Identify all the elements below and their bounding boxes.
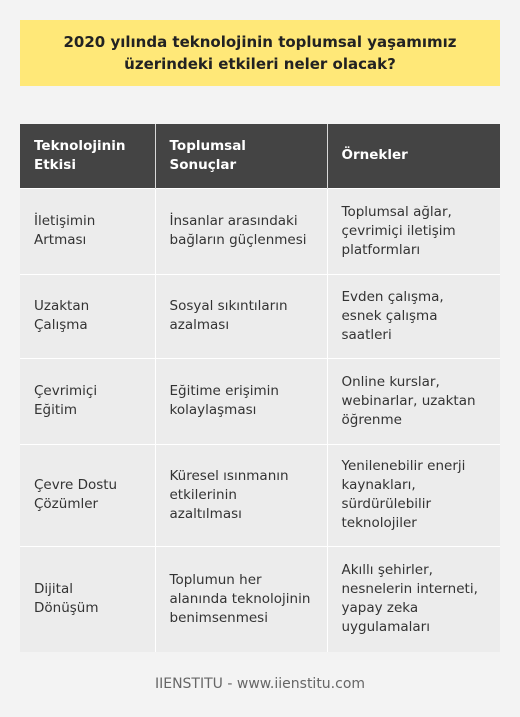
table-cell-impact: Dijital Dönüşüm: [20, 546, 155, 652]
table-cell-examples: Toplumsal ağlar, çevrimiçi iletişim platformları: [327, 188, 500, 274]
table-cell-examples: Evden çalışma, esnek çalışma saatleri: [327, 274, 500, 358]
table-row: [20, 274, 500, 358]
table-row: [20, 546, 500, 652]
table-header-row: [20, 124, 500, 188]
table-cell-examples: Akıllı şehirler, nesnelerin interneti, yapay zeka uygulamaları: [327, 546, 500, 652]
column-header-social-outcomes: Toplumsal Sonuçlar: [155, 124, 327, 188]
table-cell-social-outcome: Sosyal sıkıntıların azalması: [155, 274, 327, 358]
table-cell-social-outcome: Toplumun her alanında teknolojinin benimsenmesi: [155, 546, 327, 652]
table-row: [20, 188, 500, 274]
table-row: [20, 358, 500, 444]
table-cell-social-outcome: İnsanlar arasındaki bağların güçlenmesi: [155, 188, 327, 274]
table-cell-social-outcome: Eğitime erişimin kolaylaşması: [155, 358, 327, 444]
table-cell-impact: Uzaktan Çalışma: [20, 274, 155, 358]
table-row: [20, 444, 500, 546]
table-cell-social-outcome: Küresel ısınmanın etkilerinin azaltılması: [155, 444, 327, 546]
table-cell-examples: Yenilenebilir enerji kaynakları, sürdürülebilir teknolojiler: [327, 444, 500, 546]
table-cell-impact: Çevrimiçi Eğitim: [20, 358, 155, 444]
title-banner: [20, 20, 500, 86]
page-title: 2020 yılında teknolojinin toplumsal yaşamımız üzerindeki etkileri neler olacak?: [63, 33, 457, 73]
table-cell-impact: İletişimin Artması: [20, 188, 155, 274]
column-header-impact: Teknolojinin Etkisi: [20, 124, 155, 188]
footer-credit: IIENSTITU - www.iienstitu.com: [154, 676, 366, 692]
table-cell-examples: Online kurslar, webinarlar, uzaktan öğrenme: [327, 358, 500, 444]
impact-table: [20, 124, 500, 652]
table-cell-impact: Çevre Dostu Çözümler: [20, 444, 155, 546]
column-header-examples: Örnekler: [327, 124, 500, 188]
